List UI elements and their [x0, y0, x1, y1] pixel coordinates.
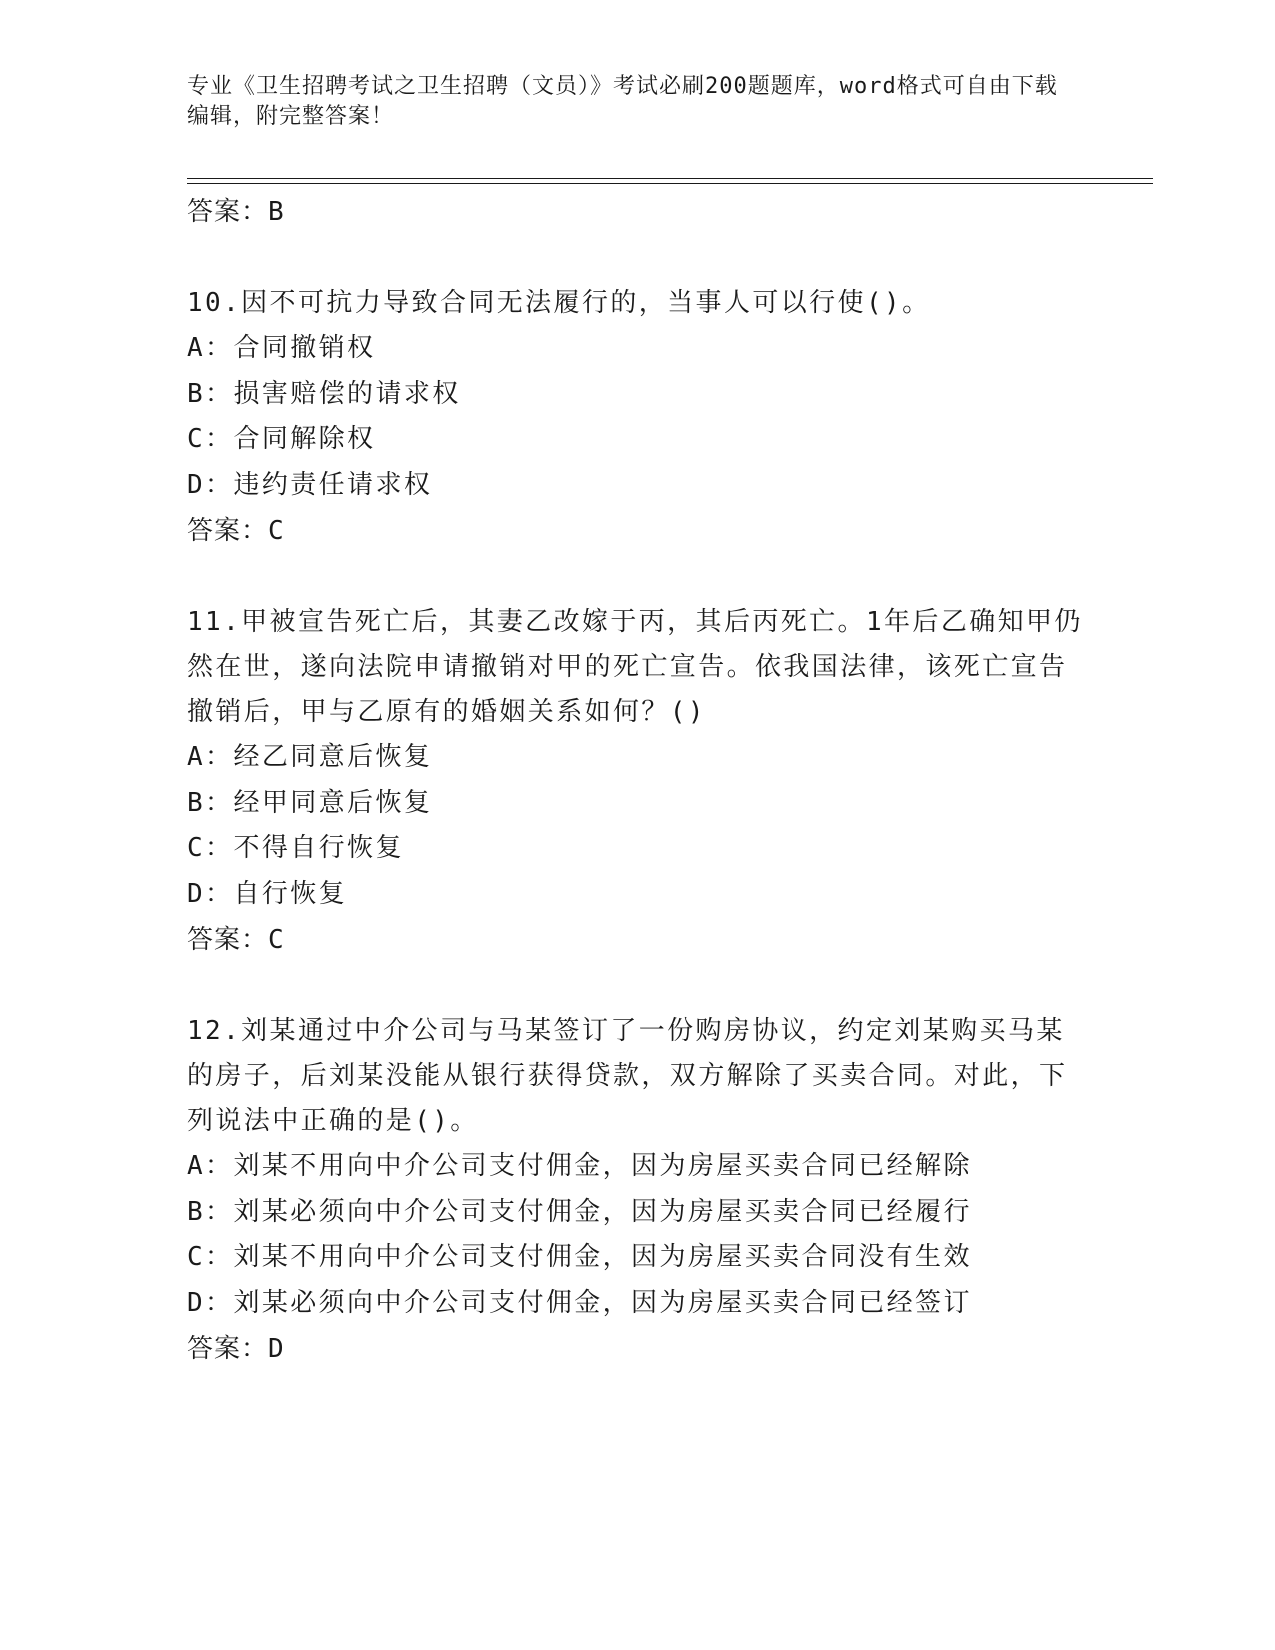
option-a: A：合同撤销权 [187, 333, 376, 363]
option-d: D：刘某必须向中介公司支付佣金，因为房屋买卖合同已经签订 [187, 1287, 972, 1318]
option-d: D：自行恢复 [187, 878, 348, 909]
question-block-12 [187, 1009, 1087, 1372]
option-a: A：经乙同意后恢复 [187, 742, 433, 772]
option-b: B：损害赔偿的请求权 [187, 378, 461, 409]
answer-line: 答案：C [187, 516, 285, 546]
question-block-11 [187, 600, 1087, 963]
question-stem: 10.因不可抗力导致合同无法履行的，当事人可以行使()。 [187, 288, 931, 318]
header-rule-top [187, 178, 1153, 179]
answer-line: 答案：D [187, 1334, 285, 1364]
header-rule-bottom [187, 183, 1153, 184]
option-b: B：刘某必须向中介公司支付佣金，因为房屋买卖合同已经履行 [187, 1196, 972, 1227]
question-stem: 12.刘某通过中介公司与马某签订了一份购房协议，约定刘某购买马某的房子，后刘某没能从银行获得贷款，双方解除了买卖合同。对此，下列说法中正确的是()。 [187, 1016, 1068, 1136]
option-d: D：违约责任请求权 [187, 469, 433, 500]
option-c: C：不得自行恢复 [187, 833, 404, 863]
option-b: B：经甲同意后恢复 [187, 787, 433, 818]
option-c: C：刘某不用向中介公司支付佣金，因为房屋买卖合同没有生效 [187, 1242, 972, 1272]
option-a: A：刘某不用向中介公司支付佣金，因为房屋买卖合同已经解除 [187, 1151, 972, 1181]
document-body [187, 189, 1087, 1418]
answer-line: 答案：C [187, 925, 285, 955]
question-stem: 11.甲被宣告死亡后，其妻乙改嫁于丙，其后丙死亡。1年后乙确知甲仍然在世，遂向法院申请撤销对甲的死亡宣告。依我国法律，该死亡宣告撤销后，甲与乙原有的婚姻关系如何？() [187, 607, 1083, 727]
answer-line: 答案：B [187, 197, 285, 227]
page-header: 专业《卫生招聘考试之卫生招聘（文员）》考试必刷200题题库，word格式可自由下载编辑，附完整答案！ [187, 74, 1058, 129]
question-block-10 [187, 281, 1087, 554]
option-c: C：合同解除权 [187, 424, 376, 454]
